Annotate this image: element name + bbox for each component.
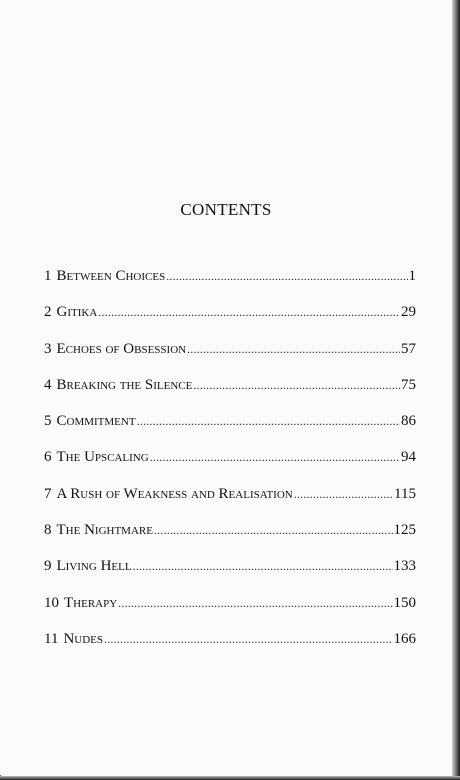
chapter-number: 11: [44, 630, 59, 647]
dot-leader: [98, 305, 400, 320]
chapter-title: Nudes: [63, 630, 104, 647]
toc-entry: [44, 486, 416, 522]
dot-leader: [118, 596, 392, 611]
chapter-title: Therapy: [64, 594, 118, 611]
chapter-number: 8: [44, 522, 52, 539]
page-number: 94: [401, 449, 416, 466]
toc-entry: [44, 558, 416, 594]
chapter-number: 4: [44, 376, 52, 393]
page-edge-shadow: [452, 0, 460, 780]
table-of-contents: [44, 268, 416, 667]
contents-heading: CONTENTS: [180, 200, 272, 219]
dot-leader: [104, 632, 392, 647]
dot-leader: [187, 342, 400, 357]
page-bottom-shadow: [0, 776, 460, 780]
chapter-number: 10: [44, 594, 59, 611]
dot-leader: [133, 559, 393, 574]
chapter-title: Commitment: [56, 413, 136, 430]
toc-entry: [44, 304, 416, 340]
chapter-title: The Nightmare: [56, 522, 153, 539]
page-number: 1: [408, 268, 416, 284]
toc-entry: [44, 449, 416, 485]
page-number: 150: [393, 594, 416, 611]
chapter-title: Echoes of Obsession: [56, 340, 187, 357]
dot-leader: [166, 269, 407, 284]
chapter-title: Living Hell: [56, 558, 132, 575]
page-number: 125: [393, 522, 416, 539]
chapter-number: 1: [44, 268, 52, 284]
chapter-title: The Upscaling: [56, 449, 149, 466]
chapter-number: 7: [44, 485, 52, 502]
dot-leader: [294, 487, 393, 502]
chapter-title: Between Choices: [56, 268, 166, 284]
dot-leader: [150, 450, 400, 465]
toc-entry: [44, 377, 416, 413]
chapter-title: A Rush of Weakness and Realisation: [56, 485, 293, 502]
toc-entry: [44, 268, 416, 304]
chapter-number: 3: [44, 340, 52, 357]
chapter-number: 6: [44, 449, 52, 466]
dot-leader: [154, 523, 393, 538]
chapter-title: Breaking the Silence: [56, 376, 193, 393]
chapter-number: 2: [44, 304, 52, 321]
page-number: 29: [401, 304, 416, 321]
chapter-title: Gitika: [56, 304, 98, 321]
toc-entry: [44, 413, 416, 449]
toc-entry: [44, 595, 416, 631]
chapter-number: 9: [44, 558, 52, 575]
page-number: 115: [394, 485, 416, 502]
toc-entry: [44, 522, 416, 558]
page-number: 133: [393, 558, 416, 575]
dot-leader: [137, 414, 400, 429]
dot-leader: [193, 378, 400, 393]
chapter-number: 5: [44, 413, 52, 430]
page-number: 166: [393, 630, 416, 647]
toc-entry: [44, 341, 416, 377]
page-number: 57: [401, 340, 416, 357]
toc-entry: [44, 631, 416, 667]
page-number: 75: [401, 376, 416, 393]
page-number: 86: [401, 413, 416, 430]
